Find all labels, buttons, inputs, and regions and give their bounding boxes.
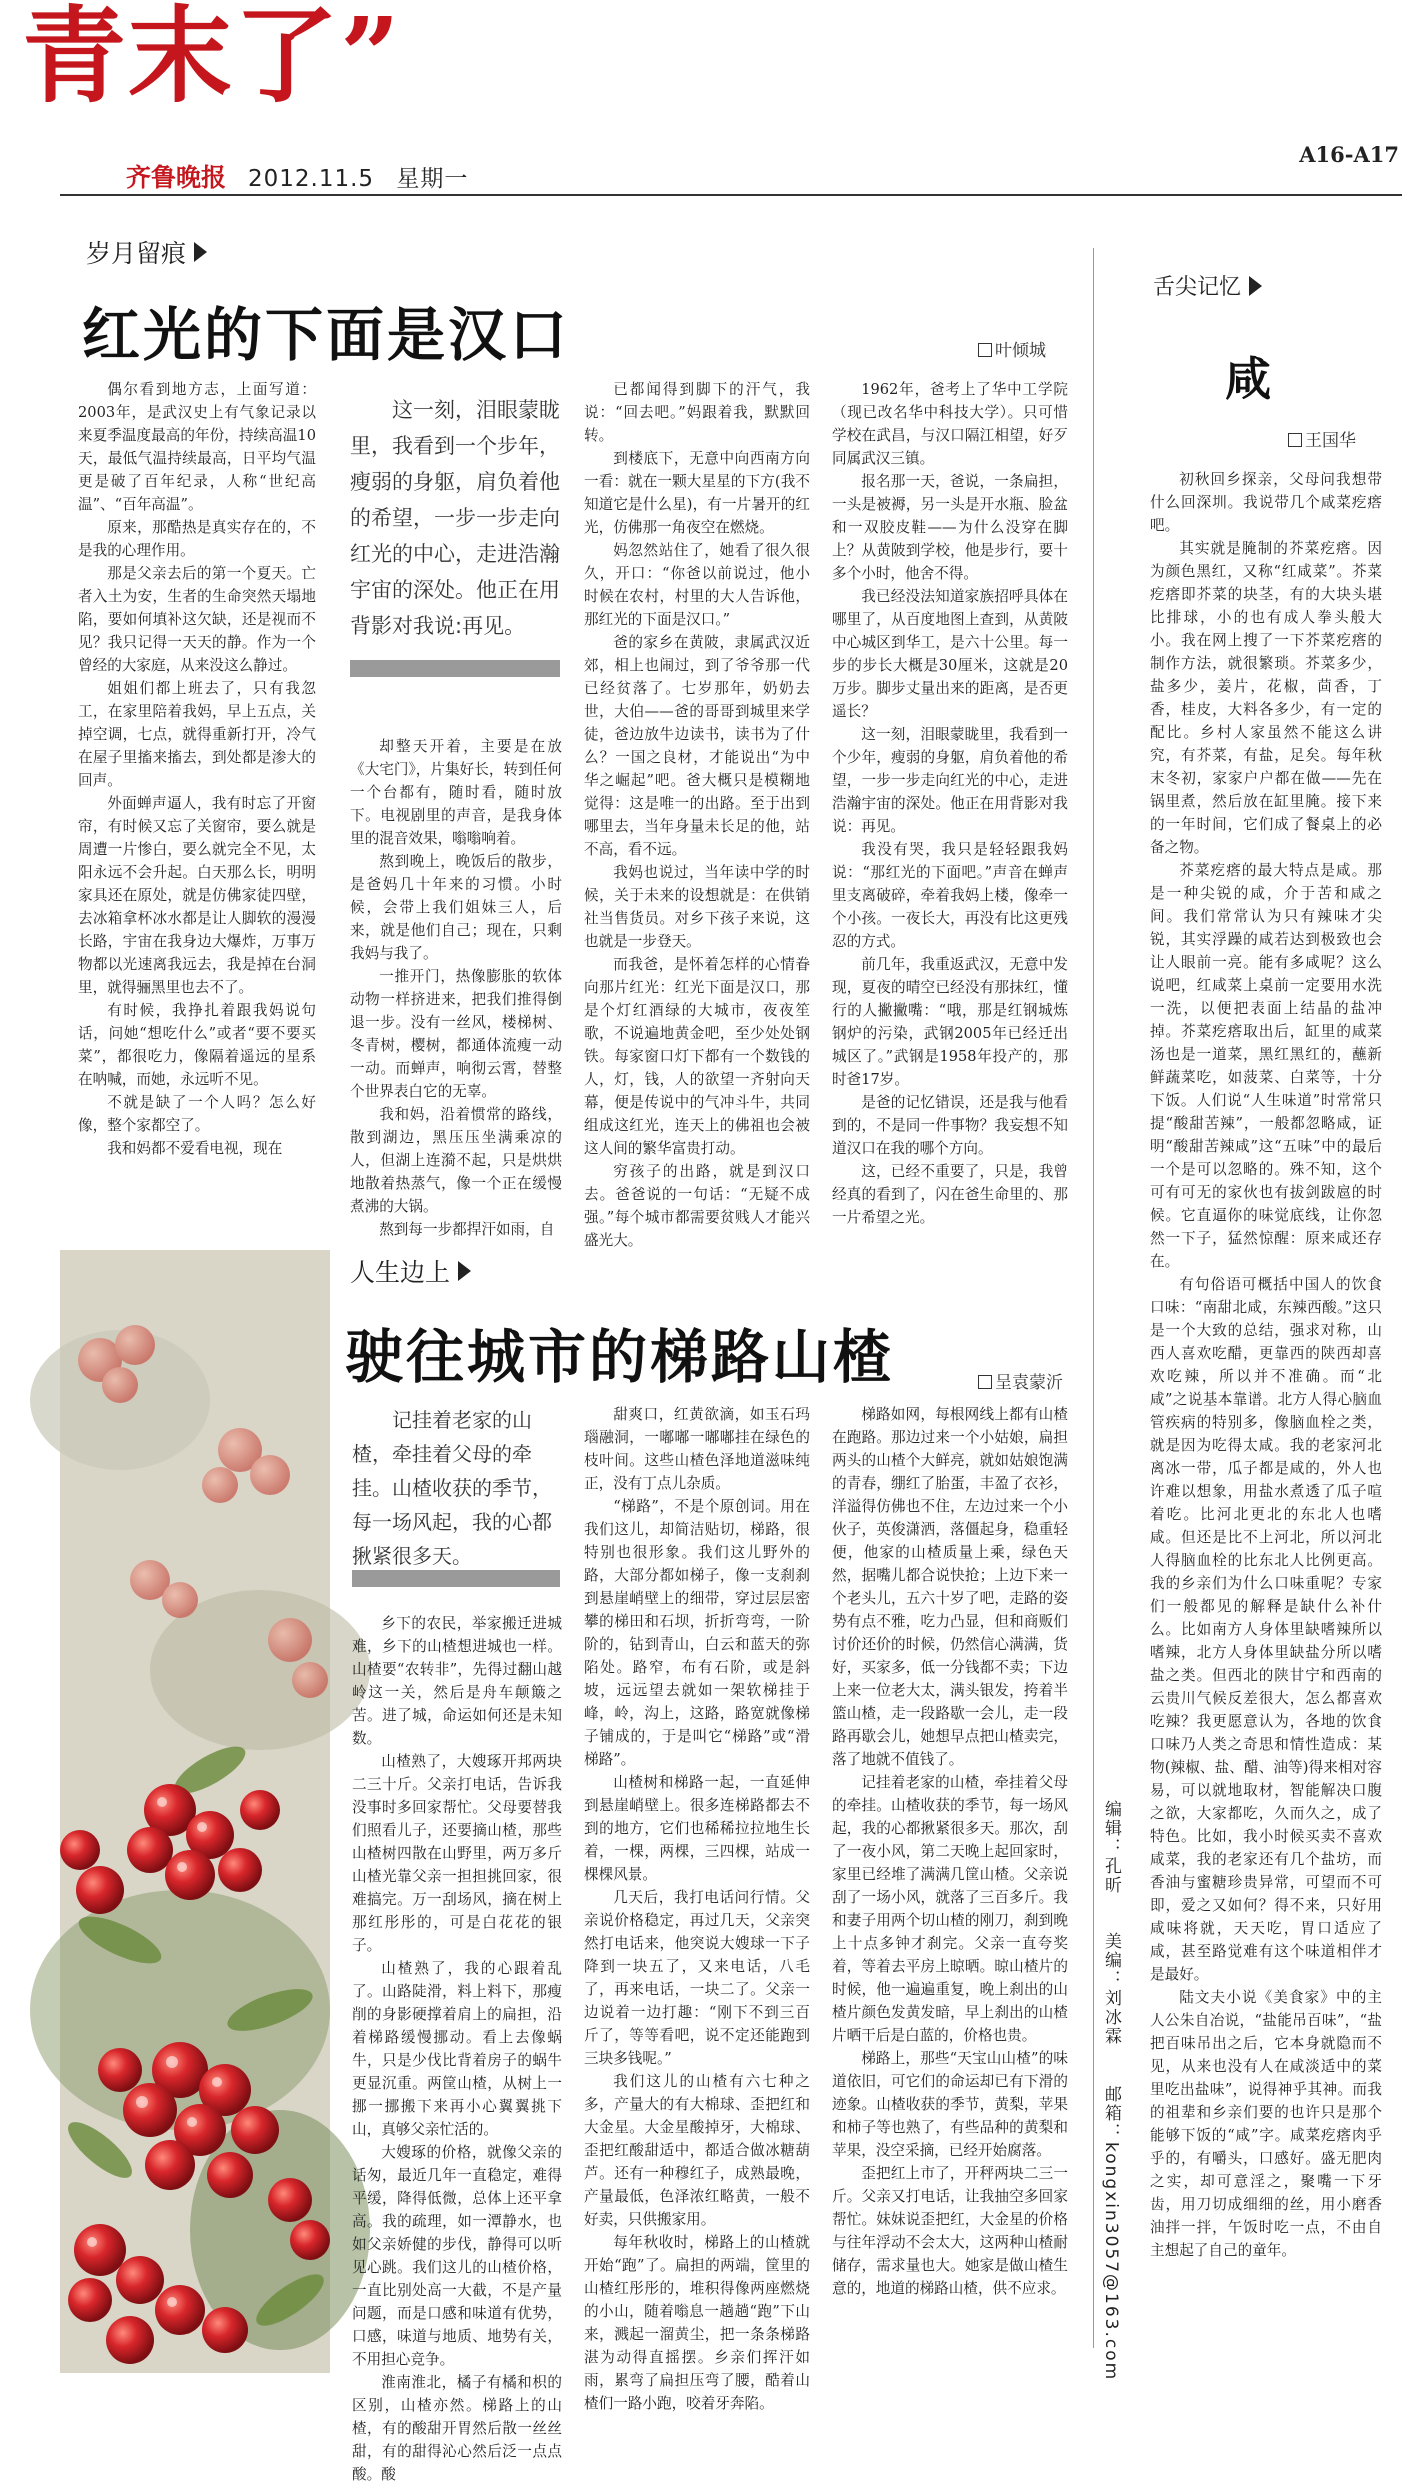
section-tag-1	[86, 234, 207, 270]
section-tag-2	[350, 1253, 471, 1289]
paragraph: 我和妈，沿着惯常的路线，散到湖边，黑压压坐满乘凉的人，但湖上连漪不起，只是烘烘地散着热蒸气，像一个正在缓慢煮沸的大锅。	[350, 1106, 562, 1215]
section-label: 岁月留痕	[86, 239, 187, 268]
paragraph: 前几年，我重返武汉，无意中发现，夏夜的晴空已经没有那抹红，懂行的人撇撇嘴：“哦，那是红钢城炼钢炉的污染，武钢2005年已经迁出城区了。”武钢是1958年投产的，那时爸17岁。	[832, 956, 1068, 1088]
paragraph: 偶尔看到地方志，上面写道：2003年，是武汉史上有气象记录以来夏季温度最高的年份，持续高温10天，最低气温持续最高，日平均气温更是破了百年纪录，人称“世纪高温”、“百年高温”。	[78, 381, 316, 513]
article3-author: 王国华	[1305, 431, 1356, 451]
article1-column-1	[78, 378, 316, 1208]
paragraph: 这一刻，泪眼蒙眬里，我看到一个少年，瘦弱的身躯，肩负着他的希望，一步一步走向红光的中心，走进浩瀚宇宙的深处。他正在用背影对我说：再见。	[832, 726, 1068, 835]
byline-box-icon	[978, 1375, 992, 1389]
paragraph: 穷孩子的出路，就是到汉口去。爸爸说的一句话：“无疑不成强。”每个城市都需要贫贱人才能兴盛光大。	[584, 1163, 810, 1249]
paragraph: 已都闻得到脚下的汗气，我说：“回去吧。”妈跟着我，默默回转。	[584, 381, 810, 444]
paragraph: 梯路如网，每根网线上都有山楂在跑路。那边过来一个小姑娘，扁担两头的山楂个大鲜亮，就如姑娘饱满的青春，绷红了胎蛋，丰盈了衣衫，洋溢得仿佛也不住，左边过来一个小伙子，英俊潇洒，落僵起身，稳重轻便，他家的山楂质量上乘，绿色天然，据嘴儿都合说快抢；上边下来一个老头儿，五六十岁了吧，走路的姿势有点不雅，吃力凸显，但和商贩们讨价还价的时候，仍然信心满满，货好，买家多，低一分钱都不卖；下边上来一位老大太，满头银发，挎着半篮山楂，走一段路歇一会儿，走一段路再歇会儿，她想早点把山楂卖完，落了地就不值钱了。	[832, 1406, 1068, 1768]
pullquote-text: 这一刻，泪眼蒙眬里，我看到一个步年，瘦弱的身躯，肩负着他的希望，一步一步走向红光的中心，走进浩瀚宇宙的深处。他正在用背影对我说:再见。	[350, 398, 560, 638]
article2-byline	[978, 1368, 1063, 1393]
paragraph: 有句俗语可概括中国人的饮食口味：“南甜北咸，东辣西酸。”这只是一个大致的总结，强求对称，山西人喜欢吃醋，更靠西的陕西却喜欢吃辣，所以并不准确。而“北咸”之说基本靠谱。北方人得心脑血管疾病的特别多，像脑血栓之类，就是因为吃得太咸。我的老家河北离冰一带，瓜子都是咸的，外人也许难以想象，用盐水煮透了瓜子喧着吃。比河北更北的东北人也嗜咸。但还是比不上河北，所以河北人得脑血栓的比东北人比例更高。我的乡亲们为什么口味重呢？专家们一般都见的解释是缺什么补什么。比如南方人身体里缺嗜辣所以嗜辣，北方人身体里缺盐分所以嗜盐之类。但西北的陕甘宁和西南的云贵川气候反差很大，怎么都喜欢吃辣？我更愿意认为，各地的饮食口味乃人类之奇思和情性造成：某物(辣椒、盐、醋、油等)得来相对容易，可以就地取材，智能解决口腹之欲，大家都吃，久而久之，成了特色。比如，我小时候买卖不喜欢咸菜，我的老家还有几个盐坊，而香油与蜜糖珍贵异常，可望而不可即，爱之又如何？得不来，只好用咸味将就，天天吃，胃口适应了咸，甚至路觉难有这个味道相伴才是最好。	[1150, 1276, 1382, 1983]
paragraph: 外面蝉声逼人，我有时忘了开窗帘，有时候又忘了关窗帘，要么就是周遭一片惨白，要么就完全不见，太阳永远不会升起。白天那么长，明明家具还在原处，就是仿佛家徒四壁，去冰箱拿杯冰水都是让人脚软的漫漫长路，宇宙在我身边大爆炸，万事万物都以光速离我远去，我是掉在台洞里，就得骊黑里也去不了。	[78, 795, 316, 996]
paragraph: 熬到每一步都捍汗如雨，自	[379, 1221, 555, 1238]
article1-column-3	[584, 378, 810, 1249]
byline-box-icon	[1288, 433, 1302, 447]
hawthorn-photo	[60, 1250, 330, 2373]
column-divider	[1093, 248, 1094, 2348]
paragraph: 这，已经不重要了，只是，我曾经真的看到了，闪在爸生命里的、那一片希望之光。	[832, 1163, 1068, 1226]
paragraph: 原来，那酷热是真实存在的，不是我的心理作用。	[78, 519, 316, 559]
article2-column-2	[584, 1403, 810, 2412]
article1-column-2	[350, 735, 562, 1238]
paragraph: 其实就是腌制的芥菜疙瘩。因为颜色黑红，又称“红咸菜”。芥菜疙瘩即芥菜的块茎，有的大块头堪比排球，小的也有成人拳头般大小。我在网上搜了一下芥菜疙瘩的制作方法，就很繁琐。芥菜多少，盐多少，姜片，花椒，茴香，丁香，桂皮，大料各多少，有一定的配比。乡村人家虽然不能这么讲究，有芥菜，有盐，足矣。每年秋末冬初，家家户户都在做——先在锅里煮，然后放在缸里腌。接下来的一年时间，它们成了餐桌上的必备之物。	[1150, 540, 1382, 856]
paragraph: 我和妈都不爱看电视，现在	[107, 1140, 283, 1157]
article2-column-1	[352, 1612, 562, 2483]
issue-date: 2012.11.5	[248, 166, 375, 192]
paragraph: 芥菜疙瘩的最大特点是咸。那是一种尖锐的咸，介于苦和咸之间。我们常常认为只有辣味才尖锐，其实浮躁的咸若达到极致也会让人眼前一亮。能有多咸呢？这么说吧，红咸菜上桌前一定要用水洗一洗，以便把表面上结晶的盐冲掉。芥菜疙瘩取出后，缸里的咸菜汤也是一道菜，黑红黑红的，蘸新鲜蔬菜吃，如菠菜、白菜等，十分下饭。人们说“人生味道”时常常只提“酸甜苦辣”，一般都忽略咸，证明“酸甜苦辣咸”这“五味”中的最后一个是可以忽略的。殊不知，这个可有可无的家伙也有拔剑跋扈的时候。它直逼你的味觉底线，让你忽然一下子，猛然惊醒：原来咸还存在。	[1150, 862, 1382, 1270]
paragraph: 而我爸，是怀着怎样的心情眷向那片红光：红光下面是汉口，那是个灯红酒绿的大城市，夜夜笙歌，不说遍地黄金吧，至少处处钢铁。每家窗口灯下都有一个数钱的人，灯，钱，人的欲望一齐射向天幕，便是传说中的气冲斗牛，共同组成这红光，连天上的佛祖也会被这人间的繁华富贵打动。	[584, 956, 810, 1157]
credit-designer: 美编：刘冰霖	[1101, 1932, 1121, 2046]
article3-title: 咸	[1225, 352, 1271, 406]
paragraph: 不就是缺了一个人吗？怎么好像，整个家都空了。	[78, 1094, 316, 1134]
triangle-right-icon	[194, 242, 207, 262]
paragraph: 到楼底下，无意中向西南方向一看：就在一颗大星星的下方(我不知道它是什么星)，有一片暑开的红光，仿佛那一角夜空在燃烧。	[584, 450, 810, 536]
article2-author: 呈袁蒙沂	[995, 1373, 1063, 1393]
pullquote-rule	[352, 1570, 560, 1587]
section-label: 人生边上	[350, 1258, 451, 1287]
paragraph: 记挂着老家的山楂，牵挂着父母的牵挂。山楂收获的季节，每一场风起，我的心都揪紧很多天。那次，刮了一夜小风，第二天晚上起回家时，家里已经堆了满满几筐山楂。父亲说刮了一场小风，就落了三百多斤。我和妻子用两个切山楂的刚刀，刹到晚上十点多钟才刹完。父亲一直夸奖着，等着去平房上晾晒。晾山楂片的时候，他一遍遍重复，晚上刹出的山楂片颜色发黄发暗，早上刹出的山楂片晒干后是白蓝的，价格也贵。	[832, 1774, 1068, 2044]
paragraph: 每年秋收时，梯路上的山楂就开始“跑”了。扁担的两端，筐里的山楂红彤彤的，堆积得像两座燃烧的小山，随着嗡息一趟趟“跑”下山来，溅起一溜黄尘，把一条条梯路湛为动得直摇摆。乡亲们挥汗如雨，累弯了扁担压弯了腰，酷着山楂们一路小跑，咬着牙奔陷。	[584, 2234, 810, 2412]
paragraph: 我们这儿的山楂有六七种之多，产量大的有大棉球、歪把红和大金星。大金星酸掉牙，大棉球、歪把红酸甜适中，都适合做冰糖葫芦。还有一种穆红子，成熟最晚，产量最低，色泽浓红略黄，一般不好卖，只供搬家用。	[584, 2073, 810, 2228]
article1-author: 叶倾城	[995, 341, 1046, 361]
paragraph: 却整天开着，主要是在放《大宅门》，片集好长，转到任何一个台都有，随时看，随时放下。电视剧里的声音，是我身体里的混音效果，嗡嗡响着。	[350, 738, 562, 847]
paragraph: 梯路上，那些“天宝山山楂”的味道依旧，可它们的命运却已有下滑的迹象。山楂收获的季节，黄梨，苹果和柿子等也熟了，有些品种的黄梨和苹果，没空采摘，已经开始腐落。	[832, 2050, 1068, 2159]
paragraph: 初秋回乡探亲，父母问我想带什么回深圳。我说带几个咸菜疙瘩吧。	[1150, 471, 1382, 534]
paragraph: 几天后，我打电话问行情。父亲说价格稳定，再过几天，父亲突然打电话来，他突说大嫂球一下子降到一块五了，又来电话，八毛了，再来电话，一块二了。父亲一边说着一边打趣：“刚下不到三百斤了，等等看吧，说不定还能跑到三块多钱呢。”	[584, 1889, 810, 2067]
paragraph: 山楂树和梯路一起，一直延伸到悬崖峭壁上。很多连梯路都去不到的地方，它们也稀稀拉拉地生长着，一棵，两棵，三四棵，站成一棵棵风景。	[584, 1774, 810, 1883]
hawthorn-berries-image	[60, 1250, 330, 2373]
article1-column-4	[832, 378, 1068, 1226]
paragraph: 乡下的农民，举家搬迁进城难，乡下的山楂想进城也一样。山楂要“农转非”，先得过翻山越岭这一关，然后是舟车颠簸之苦。进了城，命运如何还是未知数。	[352, 1615, 562, 1747]
section-tag-3	[1153, 270, 1262, 301]
paragraph: 大嫂琢的价格，就像父亲的话匆，最近几年一直稳定，难得平缓，降得低微，总体上还平拿高。我的疏理，如一潭静水，也如父亲娇健的步伐，静得可以听见心跳。我们这儿的山楂价格，一直比别处高一大截，不是产量问题，而是口感和味道有优势，口感，味道与地质、地势有关，不用担心竞争。	[352, 2144, 562, 2368]
section-label: 舌尖记忆	[1153, 275, 1242, 300]
paragraph: 山楂熟了，大嫂琢开邦两块二三十斤。父亲打电话，告诉我没事时多回家帮忙。父母要替我们照看儿子，还要摘山楂，那些山楂树四散在山野里，两万多斤山楂光靠父亲一担担挑回家，很难搞完。万一刮场风，摘在树上那红彤彤的，可是白花花的银子。	[352, 1753, 562, 1954]
paragraph: 一推开门，热像膨胀的软体动物一样挤进来，把我们推得倒退一步。没有一丝风，楼梯树、冬青树，樱树，都通体流瘦一动一动。而蝉声，响彻云霄，替整个世界表白它的无辜。	[350, 968, 562, 1100]
paragraph: 爸的家乡在黄陂，隶属武汉近郊，相上也闹过，到了爷爷那一代已经贫落了。七岁那年，奶奶去世，大伯——爸的哥哥到城里来学徒，爸边放牛边读书，读书为了什么？一国之良材，才能说出“为中华之崛起”吧。爸大概只是模糊地觉得：这是唯一的出路。至于出到哪里去，当年身量未长足的他，站不高，看不远。	[584, 634, 810, 858]
byline-box-icon	[978, 343, 992, 357]
paragraph: 山楂熟了，我的心跟着乱了。山路陡滑，料上料下，那瘦削的身影硬撑着肩上的扁担，沿着梯路缓慢挪动。看上去像蜗牛，只是少伐比背着房子的蜗牛更显沉重。两筐山楂，从树上一挪一挪搬下来再小心翼翼挑下山，真够父亲忙活的。	[352, 1960, 562, 2138]
paragraph: 陆文夫小说《美食家》中的主人公朱自冶说，“盐能吊百味”，“盐把百味吊出之后，它本身就隐而不见，从来也没有人在咸淡适中的菜里吃出盐味”，说得神乎其神。而我的祖辈和乡亲们要的也许只是那个能够下饭的“咸”字。咸菜疙瘩肉乎乎的，有嚼头，口感好。盛无肥肉之实，却可意淫之，聚嘴一下牙齿，用刀切成细细的丝，用小磨香油拌一拌，午饭时吃一点，不由自主想起了自己的童年。	[1150, 1989, 1382, 2259]
article3-body	[1150, 468, 1382, 2373]
paragraph: 1962年，爸考上了华中工学院（现已改名华中科技大学）。只可惜学校在武昌，与汉口隔江相望，好歹同属武汉三镇。	[832, 381, 1068, 467]
article2-pullquote	[352, 1403, 560, 1568]
newspaper-name: 齐鲁晚报	[126, 163, 227, 192]
pullquote-rule	[350, 660, 560, 677]
header-divider	[60, 194, 1402, 196]
article1-title: 红光的下面是汉口	[82, 301, 571, 369]
triangle-right-icon	[458, 1261, 471, 1281]
triangle-right-icon	[1249, 276, 1262, 296]
paragraph: 歪把红上市了，开秤两块二三一斤。父亲又打电话，让我抽空多回家帮忙。妹妹说歪把红，大金星的价格与往年浮动不会太大，这两种山楂耐储存，需求量也大。她家是做山楂生意的，地道的梯路山楂，供不应求。	[832, 2165, 1068, 2297]
paragraph: 是爸的记忆错误，还是我与他看到的，不是同一件事物？我妄想不知道汉口在我的哪个方向。	[832, 1094, 1068, 1157]
pullquote-text: 记挂着老家的山楂，牵挂着父母的牵挂。山楂收获的季节，每一场风起，我的心都揪紧很多天。	[352, 1408, 552, 1568]
credit-editor: 编辑：孔昕	[1101, 1800, 1121, 1895]
paragraph: “梯路”，不是个原创词。用在我们这儿，却简洁贴切，梯路，很特别也很形象。我们这儿野外的路，大部分都如梯子，像一支刹刹到悬崖峭壁上的细带，穿过层层密攀的梯田和石坝，折折弯弯，一阶阶的，钻到青山，白云和蓝天的弥陷处。路窄，布有石阶，或是斜坡，远远望去就如一架软梯挂于峰，岭，沟上，这路，路宽就像梯子铺成的，于是叫它“梯路”或“滑梯路”。	[584, 1498, 810, 1768]
paragraph: 那是父亲去后的第一个夏天。亡者入土为安，生者的生命突然天塌地陷，要如何填补这欠缺，还是视而不见？我只记得一天天的静。作为一个曾经的大家庭，从来没这么静过。	[78, 565, 316, 674]
paragraph: 甜爽口，红黄欲滴，如玉石玛瑙融洞，一嘟嘟一嘟嘟挂在绿色的枝叶间。这些山楂色泽地道滋味纯正，没有丁点儿杂质。	[584, 1406, 810, 1492]
paragraph: 我妈也说过，当年读中学的时候，关于未来的设想就是：在供销社当售货员。对乡下孩子来说，这也就是一步登天。	[584, 864, 810, 950]
article2-title: 驶往城市的梯路山楂	[345, 1323, 895, 1391]
paragraph: 淮南淮北，橘子有橘和枳的区别，山楂亦然。梯路上的山楂，有的酸甜开胃然后散一丝丝甜，有的甜得沁心然后泛一点点酸。酸	[352, 2374, 562, 2483]
paragraph: 熬到晚上，晚饭后的散步，是爸妈几十年来的习惯。小时候，会带上我们姐妹三人，后来，就是他们自己；现在，只剩我妈与我了。	[350, 853, 562, 962]
article1-pullquote	[350, 392, 562, 642]
issue-weekday: 星期一	[396, 166, 469, 192]
masthead-title: 青末了”	[22, 0, 402, 117]
paragraph: 我没有哭，我只是轻轻跟我妈说：“那红光的下面吧。”声音在蝉声里支离破碎，牵着我妈上楼，像牵一个小孩。一夜长大，再没有比这更残忍的方式。	[832, 841, 1068, 950]
dateline	[248, 160, 468, 193]
article1-byline	[978, 336, 1046, 361]
paragraph: 有时候，我挣扎着跟我妈说句话，问她“想吃什么”或者“要不要买菜”，都很吃力，像隔着遥远的星系在呐喊，而她，永远听不见。	[78, 1002, 316, 1088]
article3-byline	[1288, 426, 1356, 451]
paragraph: 我已经没法知道家族招呼具体在哪里了，从百度地图上查到，从黄陂中心城区到华工，是六十公里。每一步的步长大概是30厘米，这就是20万步。脚步丈量出来的距离，是否更遥长？	[832, 588, 1068, 720]
paragraph: 报名那一天，爸说，一条扁担，一头是被褥，另一头是开水瓶、脸盆和一双胶皮鞋——为什么没穿在脚上？从黄陂到学校，他是步行，要十多个小时，他舍不得。	[832, 473, 1068, 582]
page-range: A16-A17	[1299, 142, 1399, 167]
paragraph: 姐姐们都上班去了，只有我忽工，在家里陪着我妈，早上五点，关掉空调，七点，就得重新打开，冷气在屋子里搐来搐去，到处都是渗大的回声。	[78, 680, 316, 789]
credit-email: 邮箱：kongxin3057@163.com	[1101, 2085, 1121, 2382]
paragraph: 妈忽然站住了，她看了很久很久，开口：“你爸以前说过，他小时候在农村，村里的大人告诉他，那红光的下面是汉口。”	[584, 542, 810, 628]
article2-column-3	[832, 1403, 1068, 2373]
